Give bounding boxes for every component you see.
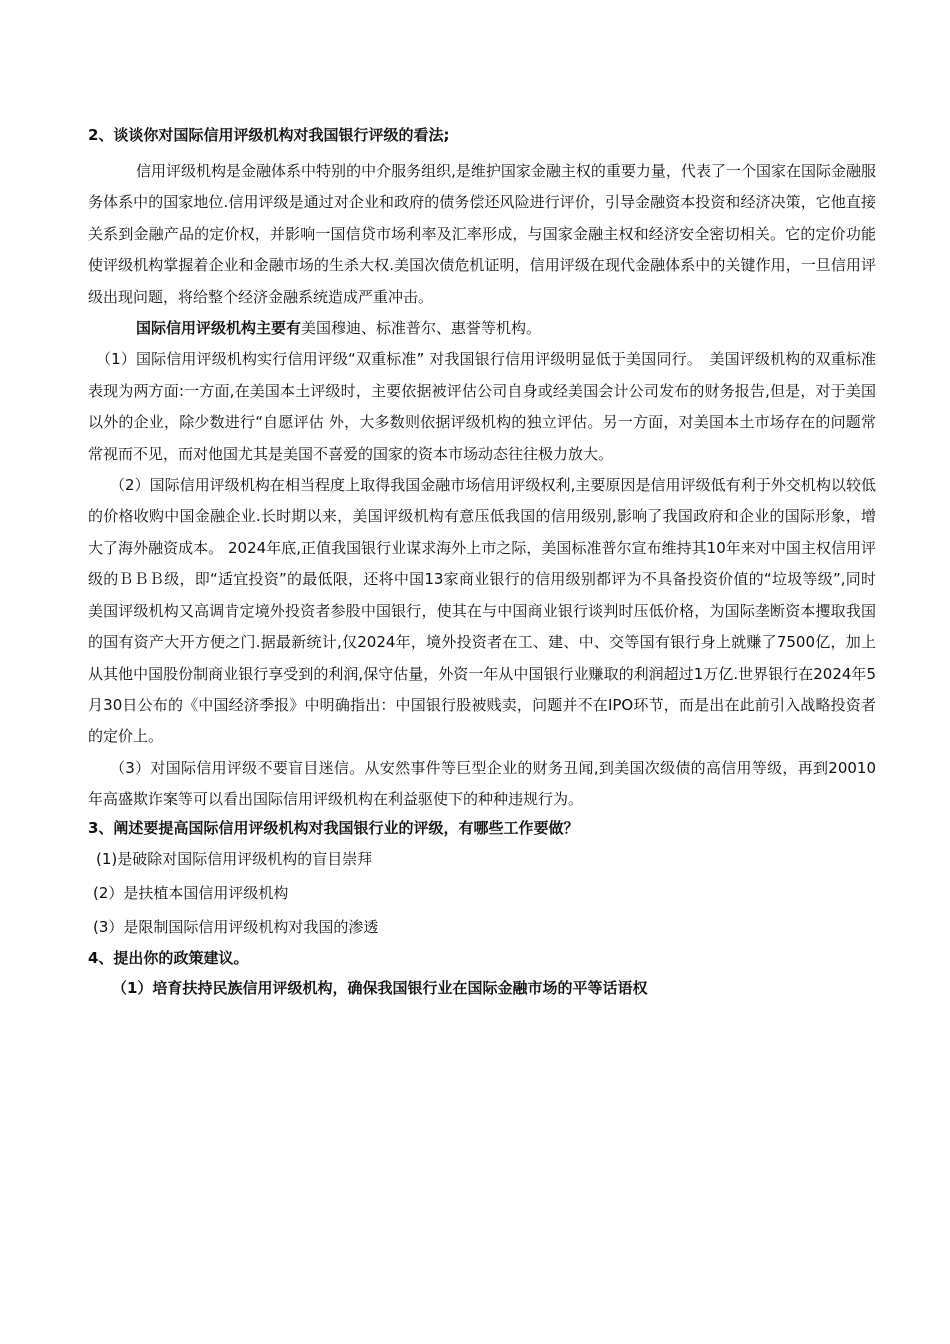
agencies-list-text: 美国穆迪、标准普尔、惠誉等机构。 — [301, 319, 542, 338]
section-3-item-1: (1)是破除对国际信用评级机构的盲目崇拜 — [96, 849, 373, 868]
section-4-item-1: （1）培育扶持民族信用评级机构，确保我国银行业在国际金融市场的平等话语权 — [112, 978, 648, 997]
section-2-point-2: （2）国际信用评级机构在相当程度上取得我国金融市场信用评级权利,主要原因是信用评级低有利于外交机构以较低的价格收购中国金融企业.长时期以来，美国评级机构有意压低我国的信用级别,影响了我国政府和企业的国际形象，增大了海外融资成本。 2024年底,正值我国银行业谋求海外上市之际，美国标准普尔宣布维持其10年来对中国主权信用评级的ＢＢＢ级，即“适宜投资”的最低限，还将中国13家商业银行的信用级别都评为不具备投资价值的“垃圾等级”,同时美国评级机构又高调肯定境外投资者参股中国银行，使其在与中国商业银行谈判时压低价格，为国际垄断资本攫取我国的国有资产大开方便之门.据最新统计,仅2024年，境外投资者在工、建、中、交等国有银行身上就赚了7500亿，加上从其他中国股份制商业银行享受到的利润,保守估量，外资一年从中国银行业赚取的利润超过1万亿.世界银行在2024年5月30日公布的《中国经济季报》中明确指出：中国银行股被贱卖，问题并不在IPO环节，而是出在此前引入战略投资者的定价上。 — [88, 476, 876, 746]
section-2-point-3: （3）对国际信用评级不要盲目迷信。从安然事件等巨型企业的财务丑闻,到美国次级债的高信用等级，再到20010年高盛欺诈案等可以看出国际信用评级机构在利益驱使下的种种违规行为。 — [88, 758, 876, 809]
section-3-item-2: (2）是扶植本国信用评级机构 — [93, 883, 289, 902]
section-3-item-3: (3）是限制国际信用评级机构对我国的渗透 — [93, 917, 379, 936]
section-3-heading: 3、阐述要提高国际信用评级机构对我国银行业的评级，有哪些工作要做？ — [88, 818, 579, 837]
section-2-heading: 2、谈谈你对国际信用评级机构对我国银行评级的看法; — [88, 126, 450, 144]
section-2-point-1: （1）国际信用评级机构实行信用评级“双重标准” 对我国银行信用评级明显低于美国同行。 美国评级机构的双重标准表现为两方面:一方面,在美国本土评级时，主要依据被评估公司自身或经美国会计公司发布的财务报告,但是，对于美国以外的企业，除少数进行“自愿评估 外，大多数则依据评级机构的独立评估。另一方面，对美国本土市场存在的问题常常视而不见，而对他国尤其是美国不喜爱的国家的资本市场动态往往极力放大。 — [88, 350, 876, 463]
section-2-intro-paragraph: 信用评级机构是金融体系中特别的中介服务组织,是维护国家金融主权的重要力量，代表了一个国家在国际金融服务体系中的国家地位.信用评级是通过对企业和政府的债务偿还风险进行评价，引导金融资本投资和经济决策，它他直接关系到金融产品的定价权，并影响一国信贷市场利率及汇率形成，与国家金融主权和经济安全密切相关。它的定价功能使评级机构掌握着企业和金融市场的生杀大权.美国次债危机证明，信用评级在现代金融体系中的关键作用，一旦信用评级出现问题，将给整个经济金融系统造成严重冲击。 — [88, 162, 876, 306]
document-page — [88, 125, 876, 1000]
section-2-agencies-paragraph — [88, 313, 876, 344]
section-4-heading: 4、提出你的政策建议。 — [88, 948, 249, 967]
agencies-bold-lead: 国际信用评级机构主要有 — [136, 319, 302, 338]
